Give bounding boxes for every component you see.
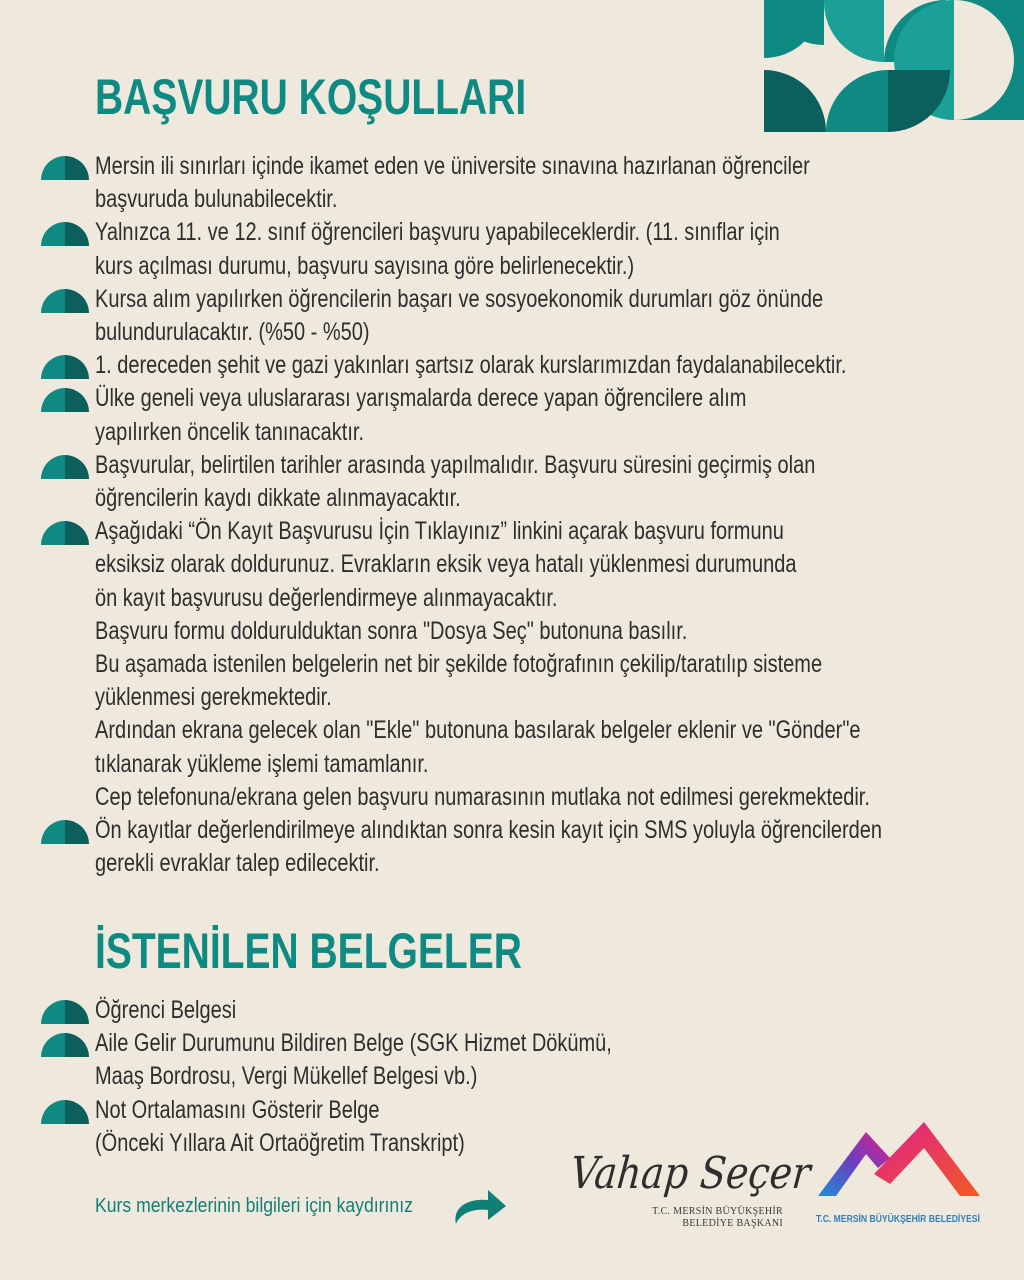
condition-item-text: bulundurulacaktır. (%50 - %50)	[95, 318, 370, 347]
decorative-shapes	[764, 0, 1024, 132]
half-circle-bullet-icon	[41, 521, 89, 545]
signature-name: Vahap Seçer	[568, 1148, 813, 1199]
condition-item-text: kurs açılması durumu, başvuru sayısına göre belirlenecektir.)	[95, 251, 635, 280]
condition-item	[0, 349, 1024, 382]
document-item	[0, 1027, 1024, 1093]
section-title-documents: İSTENİLEN BELGELER	[95, 923, 522, 979]
condition-item-text: Kursa alım yapılırken öğrencilerin başarı ve sosyoekonomik durumları göz önünde	[95, 284, 824, 313]
half-circle-bullet-icon	[41, 1100, 89, 1124]
condition-item-text: Başvuru formu doldurulduktan sonra "Dosya Seç" butonuna basılır.	[95, 616, 688, 645]
mayor-signature	[568, 1148, 813, 1238]
half-circle-bullet-icon	[41, 156, 89, 180]
condition-item-text: öğrencilerin kaydı dikkate alınmayacaktır.	[95, 484, 461, 513]
condition-item-text: başvuruda bulunabilecektir.	[95, 185, 338, 214]
condition-item-text: yapılırken öncelik tanınacaktır.	[95, 417, 365, 446]
half-circle-bullet-icon	[41, 355, 89, 379]
condition-item-text: Bu aşamada istenilen belgelerin net bir şekilde fotoğrafının çekilip/taratılıp sisteme	[95, 650, 823, 679]
condition-item	[0, 216, 1024, 282]
condition-item	[0, 382, 1024, 448]
condition-item-text: Başvurular, belirtilen tarihler arasında yapılmalıdır. Başvuru süresini geçirmiş olan	[95, 450, 816, 479]
condition-item-text: Yalnızca 11. ve 12. sınıf öğrencileri başvuru yapabileceklerdir. (11. sınıflar için	[95, 218, 780, 247]
half-circle-bullet-icon	[41, 1033, 89, 1057]
half-circle-bullet-icon	[41, 820, 89, 844]
half-circle-bullet-icon	[41, 388, 89, 412]
signature-title-line2: BELEDİYE BAŞKANI	[682, 1218, 783, 1229]
condition-item	[0, 150, 1024, 216]
conditions-list	[0, 150, 1024, 880]
condition-item	[0, 449, 1024, 515]
municipality-logo	[814, 1118, 984, 1200]
document-item-text: (Önceki Yıllara Ait Ortaöğretim Transkript)	[95, 1128, 465, 1157]
half-circle-bullet-icon	[41, 289, 89, 313]
document-item	[0, 994, 1024, 1027]
curved-arrow-icon	[450, 1186, 508, 1228]
document-item-text: Not Ortalamasını Gösterir Belge	[95, 1095, 380, 1124]
half-circle-bullet-icon	[41, 1000, 89, 1024]
condition-item-text: yüklenmesi gerekmektedir.	[95, 683, 332, 712]
scroll-note: Kurs merkezlerinin bilgileri için kaydırınız	[95, 1195, 413, 1217]
condition-item-text: eksiksiz olarak doldurunuz. Evrakların eksik veya hatalı yüklenmesi durumunda	[95, 550, 797, 579]
condition-item-text: tıklanarak yükleme işlemi tamamlanır.	[95, 749, 429, 778]
condition-item-text: Cep telefonuna/ekrana gelen başvuru numarasının mutlaka not edilmesi gerekmektedir.	[95, 782, 870, 811]
condition-item	[0, 814, 1024, 880]
signature-title-line1: T.C. MERSİN BÜYÜKŞEHİR	[652, 1206, 783, 1217]
document-item-text: Maaş Bordrosu, Vergi Mükellef Belgesi vb.)	[95, 1062, 478, 1091]
logo-caption: T.C. MERSİN BÜYÜKŞEHİR BELEDİYESİ	[816, 1214, 980, 1225]
condition-item-text: gerekli evraklar talep edilecektir.	[95, 849, 380, 878]
section-title-conditions: BAŞVURU KOŞULLARI	[95, 69, 527, 125]
condition-item-text: Mersin ili sınırları içinde ikamet eden ve üniversite sınavına hazırlanan öğrenciler	[95, 152, 810, 180]
condition-item	[0, 515, 1024, 814]
condition-item-text: Ülke geneli veya uluslararası yarışmalarda derece yapan öğrencilere alım	[95, 384, 747, 413]
condition-item	[0, 283, 1024, 349]
condition-item-text: Aşağıdaki “Ön Kayıt Başvurusu İçin Tıklayınız” linkini açarak başvuru formunu	[95, 517, 784, 546]
condition-item-text: Ön kayıtlar değerlendirilmeye alındıktan sonra kesin kayıt için SMS yoluyla öğrencilerden	[95, 816, 883, 845]
half-circle-bullet-icon	[41, 222, 89, 246]
condition-item-text: ön kayıt başvurusu değerlendirmeye alınmayacaktır.	[95, 583, 558, 612]
condition-item-text: Ardından ekrana gelecek olan "Ekle" butonuna basılarak belgeler eklenir ve "Gönder"e	[95, 716, 861, 745]
condition-item-text: 1. dereceden şehit ve gazi yakınları şartsız olarak kurslarımızdan faydalanabilecektir.	[95, 351, 847, 380]
half-circle-bullet-icon	[41, 455, 89, 479]
document-item-text: Aile Gelir Durumunu Bildiren Belge (SGK Hizmet Dökümü,	[95, 1029, 612, 1058]
document-item-text: Öğrenci Belgesi	[95, 996, 237, 1024]
